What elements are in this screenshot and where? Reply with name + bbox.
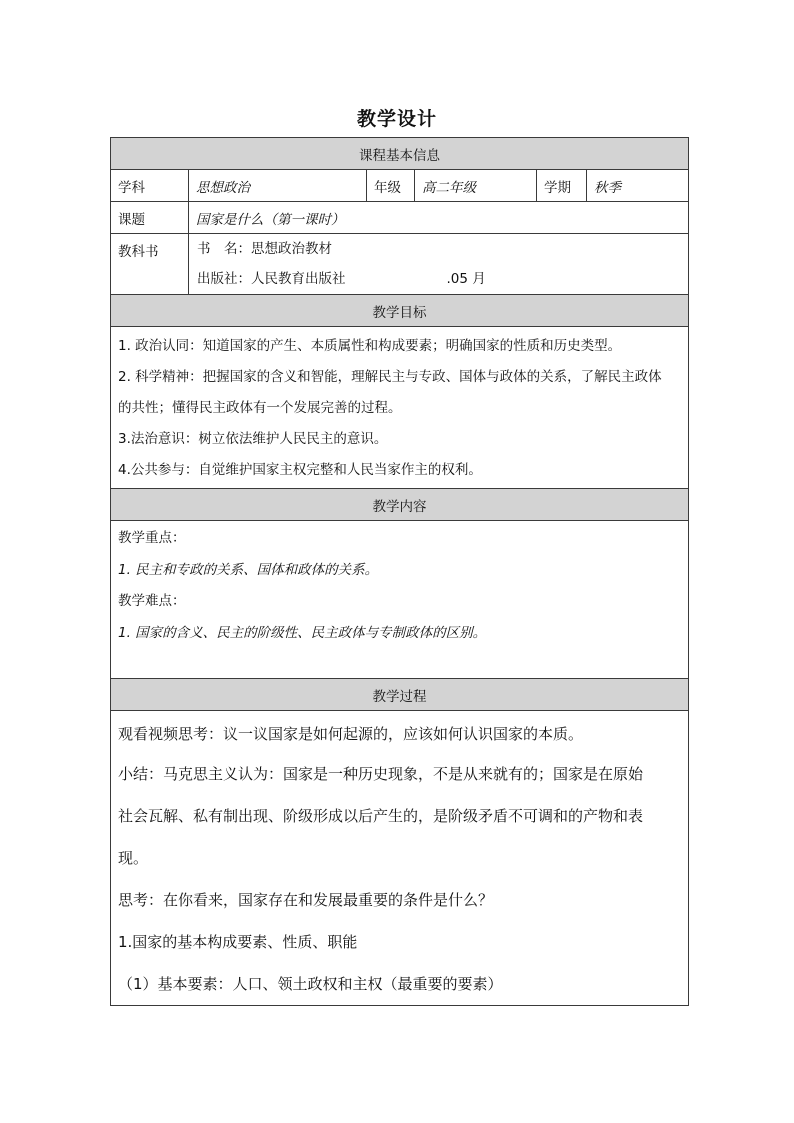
process-line: 小结：马克思主义认为：国家是一种历史现象，不是从来就有的；国家是在原始 — [118, 765, 644, 783]
goal-item: 的共性；懂得民主政体有一个发展完善的过程。 — [118, 400, 402, 416]
lesson-plan-table — [110, 137, 689, 1006]
goal-item: 4.公共参与：自觉维护国家主权完整和人民当家作主的权利。 — [118, 462, 482, 478]
process-body — [111, 711, 689, 1006]
publisher: 出版社：人民教育出版社 — [197, 271, 346, 287]
textbook-label: 教科书 — [111, 234, 189, 295]
subject-label: 学科 — [111, 170, 189, 202]
publication-date: .05 月 — [446, 271, 486, 287]
goal-item: 3.法治意识：树立依法维护人民民主的意识。 — [118, 431, 388, 447]
term-label: 学期 — [537, 170, 587, 202]
key-point: 1. 民主和专政的关系、国体和政体的关系。 — [118, 561, 379, 578]
grade-label: 年级 — [367, 170, 415, 202]
document-title: 教学设计 — [356, 108, 437, 130]
process-line: （1）基本要素：人口、领土政权和主权（最重要的要素） — [118, 975, 503, 993]
publisher-line — [189, 264, 688, 294]
textbook-info — [189, 234, 689, 295]
difficult-point: 1. 国家的含义、民主的阶级性、民主政体与专制政体的区别。 — [118, 624, 487, 641]
process-line: 思考：在你看来，国家存在和发展最重要的条件是什么？ — [118, 891, 494, 909]
topic-value: 国家是什么（第一课时） — [189, 202, 689, 234]
basic-info-header: 课程基本信息 — [111, 138, 689, 170]
grade-value: 高二年级 — [415, 170, 537, 202]
term-value: 秋季 — [587, 170, 689, 202]
process-line: 观看视频思考：议一议国家是如何起源的，应该如何认识国家的本质。 — [118, 725, 584, 743]
goals-body — [111, 327, 689, 489]
content-header: 教学内容 — [111, 489, 689, 521]
process-line: 1.国家的基本构成要素、性质、职能 — [118, 933, 358, 951]
process-header: 教学过程 — [111, 679, 689, 711]
goals-header: 教学目标 — [111, 295, 689, 327]
process-line: 社会瓦解、私有制出现、阶级形成以后产生的，是阶级矛盾不可调和的产物和表 — [118, 807, 644, 825]
process-line: 现。 — [118, 849, 149, 867]
key-point-label: 教学重点： — [118, 530, 186, 546]
goal-item: 2. 科学精神：把握国家的含义和智能，理解民主与专政、国体与政体的关系，了解民主政体 — [118, 369, 662, 385]
difficult-point-label: 教学难点： — [118, 593, 186, 609]
textbook-name: 书 名：思想政治教材 — [197, 241, 332, 257]
topic-label: 课题 — [111, 202, 189, 234]
goal-item: 1. 政治认同：知道国家的产生、本质属性和构成要素；明确国家的性质和历史类型。 — [118, 338, 622, 354]
subject-value: 思想政治 — [189, 170, 367, 202]
content-body — [111, 521, 689, 679]
